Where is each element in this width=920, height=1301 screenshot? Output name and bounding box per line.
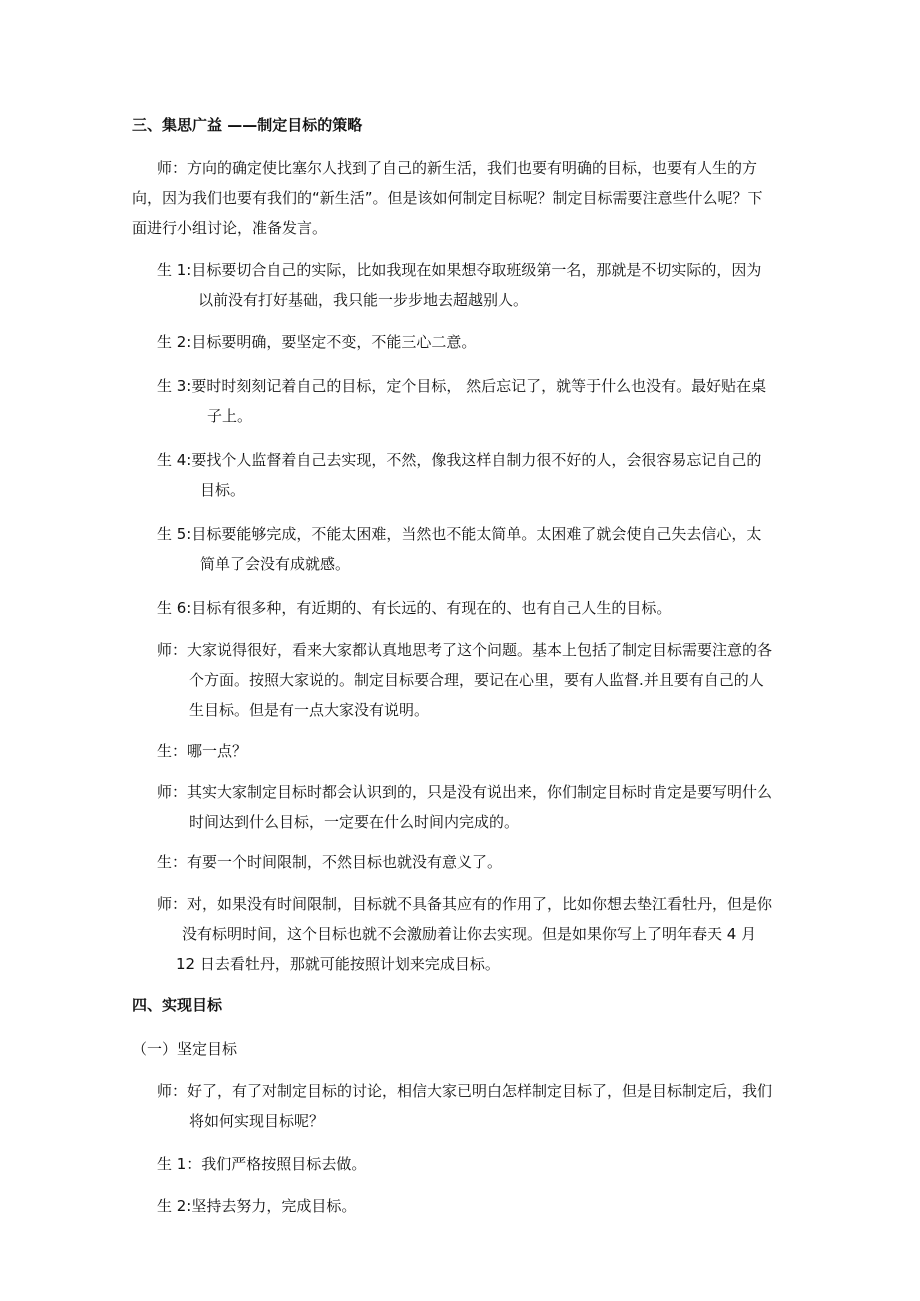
- dialogue-line: 没有标明时间，这个目标也就不会激励着让你去实现。但是如果你写上了明年春天 4 月: [182, 925, 757, 943]
- dialogue-line: 12 日去看牡丹，那就可能按照计划来完成目标。: [176, 955, 500, 973]
- dialogue-line: 师：好了，有了对制定目标的讨论，相信大家已明白怎样制定目标了，但是目标制定后，我们: [157, 1082, 773, 1100]
- section-heading: 三、集思广益 ——制定目标的策略: [132, 116, 363, 134]
- dialogue-line: 生 6:目标有很多种，有近期的、有长远的、有现在的、也有自己人生的目标。: [157, 599, 672, 617]
- dialogue-line: 生 3:要时时刻刻记着自己的目标，定个目标， 然后忘记了，就等于什么也没有。最好贴在桌: [157, 377, 767, 395]
- dialogue-line: 生 2:目标要明确，要坚定不变，不能三心二意。: [157, 333, 477, 351]
- dialogue-line: 生 5:目标要能够完成，不能太困难，当然也不能太简单。太困难了就会使自己失去信心，太: [157, 525, 762, 543]
- dialogue-line: 生：有要一个时间限制，不然目标也就没有意义了。: [157, 853, 503, 871]
- dialogue-line: 时间达到什么目标，一定要在什么时间内完成的。: [189, 813, 520, 831]
- dialogue-line: 目标。: [200, 481, 246, 499]
- dialogue-line: 个方面。按照大家说的。制定目标要合理，要记在心里，要有人监督.并且要有自己的人: [189, 671, 764, 689]
- dialogue-line: 生 2:坚持去努力，完成目标。: [157, 1197, 357, 1215]
- dialogue-line: 师：大家说得很好，看来大家都认真地思考了这个问题。基本上包括了制定目标需要注意的各: [157, 641, 773, 659]
- dialogue-line: 师：对，如果没有时间限制，目标就不具备其应有的作用了，比如你想去垫江看牡丹，但是你: [157, 895, 773, 913]
- paragraph-line: 面进行小组讨论，准备发言。: [132, 219, 328, 237]
- section-heading: 四、实现目标: [132, 996, 223, 1014]
- dialogue-line: 师：其实大家制定目标时都会认识到的，只是没有说出来，你们制定目标时肯定是要写明什么: [157, 783, 773, 801]
- paragraph-line: 师：方向的确定使比塞尔人找到了自己的新生活，我们也要有明确的目标，也要有人生的方: [157, 159, 758, 177]
- dialogue-line: 以前没有打好基础，我只能一步步地去超越别人。: [198, 291, 529, 309]
- dialogue-line: 生 4:要找个人监督着自己去实现，不然，像我这样自制力很不好的人，会很容易忘记自己的: [157, 451, 762, 469]
- dialogue-line: 子上。: [207, 407, 253, 425]
- dialogue-line: 生目标。但是有一点大家没有说明。: [189, 701, 430, 719]
- dialogue-line: 生 1:目标要切合自己的实际，比如我现在如果想夺取班级第一名，那就是不切实际的，因为: [157, 261, 762, 279]
- dialogue-line: 生 1：我们严格按照目标去做。: [157, 1155, 367, 1173]
- dialogue-line: 生：哪一点？: [157, 742, 248, 760]
- dialogue-line: 简单了会没有成就感。: [200, 555, 351, 573]
- paragraph-line: 向，因为我们也要有我们的“新生活”。但是该如何制定目标呢？制定目标需要注意些什么呢？下: [132, 189, 763, 207]
- dialogue-line: 将如何实现目标呢？: [189, 1112, 325, 1130]
- subsection-heading: （一）坚定目标: [132, 1040, 238, 1058]
